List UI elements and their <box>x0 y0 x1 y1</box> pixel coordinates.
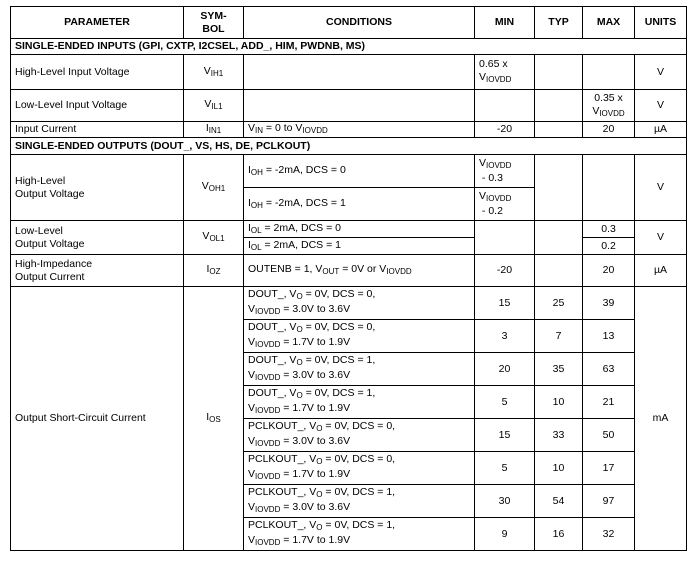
cond-ios-c-sub-8: IOVDD <box>255 538 281 547</box>
unit-ioz: µA <box>635 255 687 287</box>
cond-vol-2 <box>244 238 475 255</box>
cond-ios-c-6: V <box>248 468 256 480</box>
symbol-ioz-main: I <box>206 263 210 275</box>
cond-ios-d-3: = 3.0V to 3.6V <box>280 369 351 381</box>
symbol-vil <box>184 90 244 122</box>
header-row <box>11 7 687 39</box>
cond-vol-2-b: = 2mA, DCS = 1 <box>261 238 341 251</box>
cond-ios-a-sub-8: O <box>316 523 323 532</box>
cond-vil <box>244 90 475 122</box>
cond-ios-b-2: = 0V, DCS = 0, <box>302 321 376 333</box>
cond-vol-1 <box>244 221 475 238</box>
typ-ioz <box>535 255 583 287</box>
unit-iin: µA <box>635 122 687 138</box>
header-symbol-line2: BOL <box>202 22 225 35</box>
cond-ios-a-4: DOUT_, V <box>248 387 297 399</box>
min-voh-2-sub: IOVDD <box>486 194 512 203</box>
spec-table <box>10 6 687 551</box>
cond-voh-2 <box>244 188 475 221</box>
header-symbol-line1: SYM- <box>200 9 227 22</box>
symbol-vol-sub: OL1 <box>209 234 225 243</box>
cond-ios-c-8: V <box>248 534 256 546</box>
cond-ios-b-8: = 0V, DCS = 1, <box>322 519 396 531</box>
min-voh-1-a: V <box>479 157 487 169</box>
cond-ios-6 <box>244 452 475 485</box>
cond-ios-b-6: = 0V, DCS = 0, <box>322 453 396 465</box>
param-vih: High-Level Input Voltage <box>11 55 184 90</box>
unit-vih: V <box>635 55 687 90</box>
row-vol-1 <box>11 221 687 238</box>
min-iin: -20 <box>475 122 535 138</box>
param-iin: Input Current <box>11 122 184 138</box>
cond-ios-a-2: DOUT_, V <box>248 321 297 333</box>
cond-ios-c-1: V <box>248 303 256 315</box>
cond-ios-d-6: = 1.7V to 1.9V <box>280 468 351 480</box>
header-max: MAX <box>583 7 635 39</box>
min-vih-line2: V <box>479 71 487 83</box>
cond-vol-1-a: I <box>248 221 251 234</box>
cond-ios-a-sub-1: O <box>296 292 303 301</box>
symbol-iin-main: I <box>205 122 209 134</box>
cond-ios-d-7: = 3.0V to 3.6V <box>280 501 351 513</box>
cond-ios-d-4: = 1.7V to 1.9V <box>280 402 351 414</box>
param-ioz-line2: Output Current <box>15 270 85 283</box>
min-vih-line2-sub: IOVDD <box>486 75 512 84</box>
min-ios-1: 15 <box>475 287 535 320</box>
min-ios-4: 5 <box>475 386 535 419</box>
cond-iin-b-sub: IOVDD <box>302 126 328 135</box>
cond-ios-d-8: = 1.7V to 1.9V <box>280 534 351 546</box>
param-vol <box>11 221 184 255</box>
cond-vol-2-a: I <box>248 238 251 251</box>
header-symbol <box>184 7 244 39</box>
typ-ios-4: 10 <box>535 386 583 419</box>
max-vih <box>583 55 635 90</box>
section-row-inputs <box>11 39 687 55</box>
cond-voh-1 <box>244 155 475 188</box>
symbol-vil-sub: IL1 <box>211 102 223 111</box>
cond-voh-2-b: = -2mA, DCS = 1 <box>262 196 346 209</box>
cond-iin <box>244 122 475 138</box>
param-ioz <box>11 255 184 287</box>
cond-ios-c-2: V <box>248 336 256 348</box>
typ-vol <box>535 221 583 255</box>
min-vol <box>475 221 535 255</box>
cond-ios-c-7: V <box>248 501 256 513</box>
cond-ios-a-sub-2: O <box>296 325 303 334</box>
typ-ios-1: 25 <box>535 287 583 320</box>
row-ioz <box>11 255 687 287</box>
symbol-vih <box>184 55 244 90</box>
param-vol-line2: Output Voltage <box>15 237 85 250</box>
cond-iin-a: V <box>248 122 256 134</box>
row-vih <box>11 55 687 90</box>
cond-ios-a-7: PCLKOUT_, V <box>248 486 317 498</box>
unit-voh: V <box>635 155 687 221</box>
cond-ios-a-sub-5: O <box>316 424 323 433</box>
typ-vih <box>535 55 583 90</box>
param-voh <box>11 155 184 221</box>
max-ios-8: 32 <box>583 518 635 551</box>
cond-ios-a-sub-3: O <box>296 358 303 367</box>
spec-table-body <box>11 7 687 551</box>
cond-ios-c-4: V <box>248 402 256 414</box>
cond-ioz-sub2: IOVDD <box>386 267 412 276</box>
cond-ioz-b: = 0V or V <box>339 263 387 275</box>
cond-vih <box>244 55 475 90</box>
cond-ios-a-3: DOUT_, V <box>248 354 297 366</box>
param-voh-line1: High-Level <box>15 174 66 187</box>
header-units: UNITS <box>635 7 687 39</box>
cond-voh-2-sub: OH <box>250 200 263 210</box>
typ-vil <box>535 90 583 122</box>
cond-ios-c-3: V <box>248 369 256 381</box>
section-title-inputs: SINGLE-ENDED INPUTS (GPI, CXTP, I2CSEL, ADD_, HIM, PWDNB, MS) <box>11 39 687 55</box>
param-ioz-line1: High-Impedance <box>15 257 93 270</box>
cond-ios-b-3: = 0V, DCS = 1, <box>302 354 376 366</box>
symbol-vol-main: V <box>202 230 210 242</box>
cond-iin-a-sub: IN <box>255 126 264 135</box>
min-vih-line1: 0.65 x <box>479 58 508 70</box>
symbol-ioz-sub: OZ <box>209 267 221 276</box>
cond-ios-a-sub-6: O <box>316 457 323 466</box>
header-parameter: PARAMETER <box>11 7 184 39</box>
min-ioz: -20 <box>475 255 535 287</box>
cond-ios-c-sub-1: IOVDD <box>255 307 281 316</box>
cond-voh-1-b: = -2mA, DCS = 0 <box>262 163 346 176</box>
typ-ios-5: 33 <box>535 419 583 452</box>
symbol-ios-sub: OS <box>209 415 221 424</box>
symbol-vih-sub: IH1 <box>210 68 224 78</box>
symbol-ioz <box>184 255 244 287</box>
row-ios-1 <box>11 287 687 320</box>
section-row-outputs <box>11 138 687 155</box>
max-ios-2: 13 <box>583 320 635 353</box>
min-ios-8: 9 <box>475 518 535 551</box>
cond-ios-a-6: PCLKOUT_, V <box>248 453 317 465</box>
max-ios-6: 17 <box>583 452 635 485</box>
cond-ios-c-sub-5: IOVDD <box>255 439 281 448</box>
symbol-iin-sub: IN1 <box>208 126 222 135</box>
min-ios-7: 30 <box>475 485 535 518</box>
cond-ios-c-sub-7: IOVDD <box>255 505 281 514</box>
param-voh-line2: Output Voltage <box>15 187 85 200</box>
cond-ios-4 <box>244 386 475 419</box>
min-ios-3: 20 <box>475 353 535 386</box>
cond-ioz-a: OUTENB = 1, V <box>248 263 323 275</box>
row-voh-1 <box>11 155 687 188</box>
cond-ios-3 <box>244 353 475 386</box>
cond-ios-5 <box>244 419 475 452</box>
max-vil-line2: V <box>592 104 600 117</box>
cond-ios-c-sub-6: IOVDD <box>255 472 281 481</box>
cond-ios-a-sub-4: O <box>296 391 303 400</box>
cond-voh-2-a: I <box>248 196 251 209</box>
min-ios-6: 5 <box>475 452 535 485</box>
min-ios-2: 3 <box>475 320 535 353</box>
min-voh-1-b: - 0.3 <box>481 172 503 184</box>
symbol-vil-main: V <box>204 98 212 110</box>
max-ios-5: 50 <box>583 419 635 452</box>
min-ios-5: 15 <box>475 419 535 452</box>
cond-iin-b: = 0 to V <box>263 122 303 134</box>
min-voh-2-a: V <box>479 190 487 202</box>
cond-ios-c-sub-2: IOVDD <box>255 340 281 349</box>
symbol-iin <box>184 122 244 138</box>
cond-vol-1-b: = 2mA, DCS = 0 <box>261 221 341 234</box>
typ-ios-7: 54 <box>535 485 583 518</box>
unit-vol: V <box>635 221 687 255</box>
symbol-voh <box>184 155 244 221</box>
cond-voh-1-a: I <box>248 163 251 176</box>
cond-ios-d-1: = 3.0V to 3.6V <box>280 303 351 315</box>
min-voh-2-b: - 0.2 <box>481 205 503 217</box>
symbol-ios <box>184 287 244 551</box>
cond-vol-2-sub: OL <box>250 242 262 252</box>
symbol-vih-main: V <box>203 64 211 77</box>
max-iin: 20 <box>583 122 635 138</box>
cond-ios-a-8: PCLKOUT_, V <box>248 519 317 531</box>
max-ios-1: 39 <box>583 287 635 320</box>
cond-ios-b-7: = 0V, DCS = 1, <box>322 486 396 498</box>
max-ioz: 20 <box>583 255 635 287</box>
max-vil-line1: 0.35 x <box>594 91 623 104</box>
cond-ios-b-4: = 0V, DCS = 1, <box>302 387 376 399</box>
unit-vil: V <box>635 90 687 122</box>
cond-ios-c-sub-4: IOVDD <box>255 406 281 415</box>
section-title-outputs: SINGLE-ENDED OUTPUTS (DOUT_, VS, HS, DE, PCLKOUT) <box>11 138 687 155</box>
cond-ios-c-sub-3: IOVDD <box>255 373 281 382</box>
header-typ: TYP <box>535 7 583 39</box>
typ-iin <box>535 122 583 138</box>
symbol-voh-main: V <box>201 180 209 192</box>
cond-ios-1 <box>244 287 475 320</box>
min-voh-1 <box>475 155 535 188</box>
cond-ios-a-5: PCLKOUT_, V <box>248 420 317 432</box>
row-vil <box>11 90 687 122</box>
max-ios-4: 21 <box>583 386 635 419</box>
cond-voh-1-sub: OH <box>250 167 263 177</box>
param-vol-line1: Low-Level <box>15 224 63 237</box>
cond-ioz <box>244 255 475 287</box>
max-vil <box>583 90 635 122</box>
typ-ios-3: 35 <box>535 353 583 386</box>
symbol-voh-sub: OH1 <box>208 184 226 193</box>
cond-ios-b-5: = 0V, DCS = 0, <box>322 420 396 432</box>
param-ios: Output Short-Circuit Current <box>11 287 184 551</box>
cond-ioz-sub1: OUT <box>322 267 340 276</box>
min-vih <box>475 55 535 90</box>
max-ios-3: 63 <box>583 353 635 386</box>
cond-ios-c-5: V <box>248 435 256 447</box>
cond-ios-8 <box>244 518 475 551</box>
min-vil <box>475 90 535 122</box>
cond-ios-b-1: = 0V, DCS = 0, <box>302 288 376 300</box>
cond-vol-1-sub: OL <box>250 225 262 235</box>
cond-ios-a-sub-7: O <box>316 490 323 499</box>
cond-ios-d-5: = 3.0V to 3.6V <box>280 435 351 447</box>
header-conditions: CONDITIONS <box>244 7 475 39</box>
max-vol-2: 0.2 <box>583 238 635 255</box>
symbol-vol <box>184 221 244 255</box>
cond-ios-7 <box>244 485 475 518</box>
unit-ios: mA <box>635 287 687 551</box>
cond-ios-2 <box>244 320 475 353</box>
param-vil: Low-Level Input Voltage <box>11 90 184 122</box>
typ-ios-8: 16 <box>535 518 583 551</box>
max-ios-7: 97 <box>583 485 635 518</box>
row-iin <box>11 122 687 138</box>
cond-ios-d-2: = 1.7V to 1.9V <box>280 336 351 348</box>
header-min: MIN <box>475 7 535 39</box>
max-voh <box>583 155 635 221</box>
cond-ios-a-1: DOUT_, V <box>248 288 297 300</box>
typ-voh <box>535 155 583 221</box>
symbol-ios-main: I <box>206 411 210 423</box>
min-voh-1-sub: IOVDD <box>486 161 512 170</box>
typ-ios-2: 7 <box>535 320 583 353</box>
max-vil-line2-sub: IOVDD <box>599 108 625 118</box>
min-voh-2 <box>475 188 535 221</box>
typ-ios-6: 10 <box>535 452 583 485</box>
max-vol-1: 0.3 <box>583 221 635 238</box>
